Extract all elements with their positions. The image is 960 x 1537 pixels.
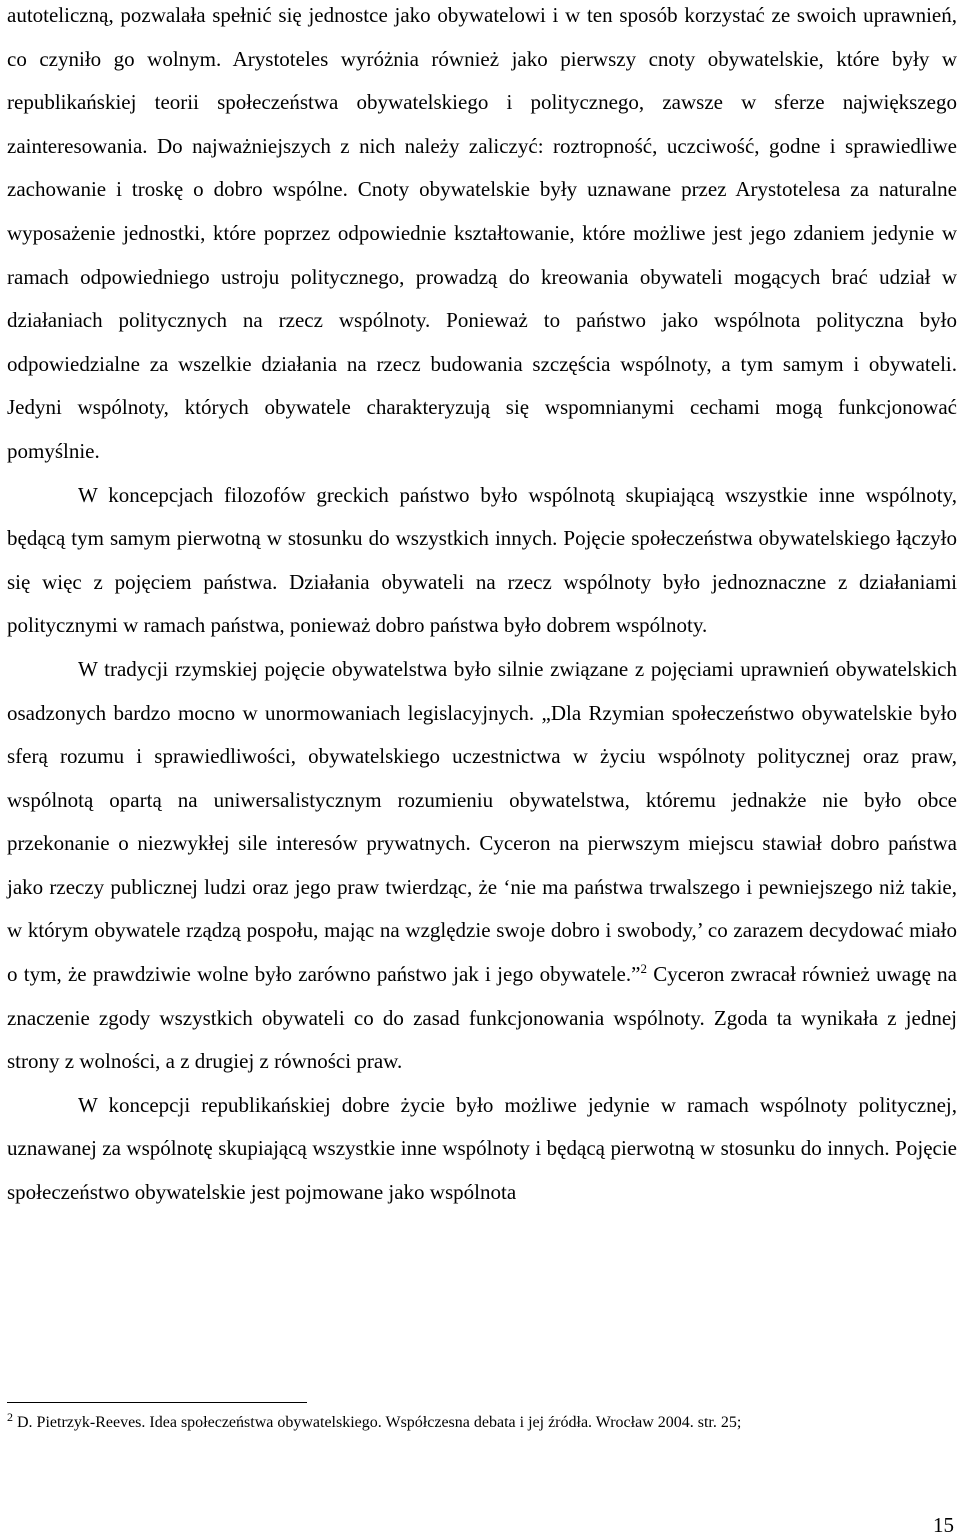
footnote-reference[interactable]: 2 (640, 961, 647, 977)
page-number: 15 (933, 1513, 954, 1537)
paragraph: W koncepcjach filozofów greckich państwo było wspólnotą skupiającą wszystkie inne wspólnoty, będącą tym samym pierwotną w stosunku do wszystkich innych. Pojęcie społeczeństwa obywatelskiego łączyło się więc z pojęciem państwa. Działania obywateli na rzecz wspólnoty było jednoznaczne z działaniami politycznymi w ramach państwa, ponieważ dobro państwa było dobrem wspólnoty. (7, 482, 957, 638)
footnote (7, 1411, 947, 1434)
paragraph (7, 648, 957, 1084)
footnote-text: D. Pietrzyk-Reeves. Idea społeczeństwa obywatelskiego. Współczesna debata i jej źródła. Wrocław 2004. str. 25; (13, 1414, 742, 1431)
footnote-separator (7, 1402, 307, 1403)
paragraph: W koncepcji republikańskiej dobre życie było możliwe jedynie w ramach wspólnoty politycznej, uznawanej za wspólnotę skupiającą wszystkie inne wspólnoty i będącą pierwotną w stosunku do innych. Pojęcie społeczeństwo obywatelskie jest pojmowane jako wspólnota (7, 1092, 957, 1205)
paragraph: autoteliczną, pozwalała spełnić się jednostce jako obywatelowi i w ten sposób korzystać ze swoich uprawnień, co czyniło go wolnym. Arystoteles wyróżnia również jako pierwszy cnoty obywatelskie, które były w republikańskiej teorii społeczeństwa obywatelskiego i politycznego, zawsze w sferze największego zainteresowania. Do najważniejszych z nich należy zaliczyć: roztropność, uczciwość, godne i sprawiedliwe zachowanie i troskę o dobro wspólne. Cnoty obywatelskie były uznawane przez Arystotelesa za naturalne wyposażenie jednostki, które poprzez odpowiednie kształtowanie, które możliwe jest jego zdaniem jedynie w ramach odpowiedniego ustroju politycznego, prowadzą do kreowania obywateli mogących brać udział w działaniach politycznych na rzecz wspólnoty. Ponieważ to państwo jako wspólnota polityczna było odpowiedzialne za wszelkie działania na rzecz budowania szczęścia wspólnoty, a tym samym i obywateli. Jedyni wspólnoty, których obywatele charakteryzują się wspomnianymi cechami mogą funkcjonować pomyślnie. (7, 3, 957, 463)
footnote-number: 2 (7, 1410, 13, 1424)
body-text (7, 0, 957, 1215)
paragraph-text: W tradycji rzymskiej pojęcie obywatelstwa było silnie związane z pojęciami uprawnień obywatelskich osadzonych bardzo mocno w unormowaniach legislacyjnych. „Dla Rzymian społeczeństwo obywatelskie było sferą rozumu i sprawiedliwości, obywatelskiego uczestnictwa w życiu wspólnoty politycznej oraz praw, wspólnotą opartą na uniwersalistycznym rozumieniu obywatelstwa, któremu jednakże nie było obce przekonanie o niezwykłej sile interesów prywatnych. Cyceron na pierwszym miejscu stawiał dobro państwa jako rzeczy publicznej ludzi oraz jego praw twierdząc, że ‘nie ma państwa trwalszego i pewniejszego niż takie, w którym obywatele rządzą pospołu, mając na względzie swoje dobro i swobody,’ co zarazem decydować miało o tym, że prawdziwie wolne było zarówno państwo jak i jego obywatele.” (7, 656, 957, 987)
paragraph-text: Cyceron zwracał również uwagę na znaczenie zgody wszystkich obywateli co do zasad funkcjonowania wspólnoty. Zgoda ta wynikała z jednej strony z wolności, a z drugiej z równości praw. (7, 962, 957, 1074)
